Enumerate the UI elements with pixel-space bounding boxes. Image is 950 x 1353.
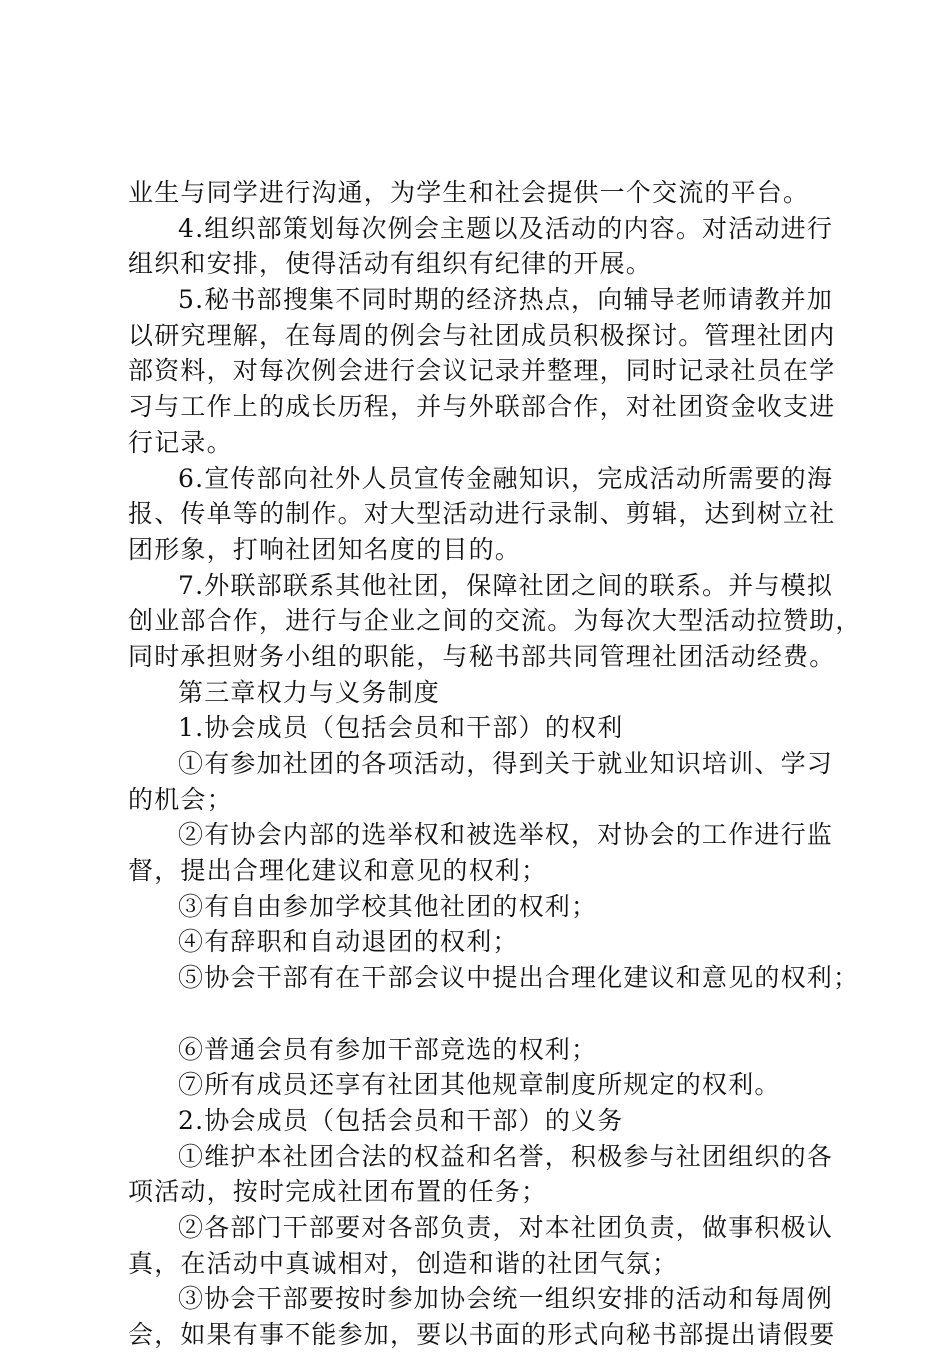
blank-line [128, 996, 840, 1032]
text-line: 业生与同学进行沟通，为学生和社会提供一个交流的平台。 [128, 178, 810, 207]
text-line: ④有辞职和自动退团的权利； [178, 927, 519, 957]
text-line: ②各部门干部要对各部负责，对本社团负责，做事积极认 [178, 1212, 834, 1242]
text-line: ⑥普通会员有参加干部竞选的权利； [178, 1034, 598, 1064]
text-line: 行记录。 [128, 427, 233, 457]
text-line: 督，提出合理化建议和意见的权利； [128, 856, 548, 886]
text-line: 以研究理解，在每周的例会与社团成员积极探讨。管理社团内 [128, 320, 836, 350]
text-line: 项活动，按时完成社团布置的任务； [128, 1177, 548, 1207]
text-line: 会，如果有事不能参加，要以书面的形式向秘书部提出请假要 [128, 1320, 836, 1349]
text-line: 习与工作上的成长历程，并与外联部合作，对社团资金收支进 [128, 392, 836, 422]
text-line: ①有参加社团的各项活动，得到关于就业知识培训、学习 [178, 749, 834, 778]
text-line: 7.外联部联系其他社团，保障社团之间的联系。并与模拟 [178, 570, 834, 600]
text-line: 同时承担财务小组的职能，与秘书部共同管理社团活动经费。 [128, 641, 836, 671]
text-line: 真，在活动中真诚相对，创造和谐的社团气氛； [128, 1248, 679, 1278]
section-heading: 1.协会成员（包括会员和干部）的权利 [178, 713, 624, 743]
text-line: ①维护本社团合法的权益和名誉，积极参与社团组织的各 [178, 1141, 834, 1171]
text-line: 部资料，对每次例会进行会议记录并整理，同时记录社员在学 [128, 356, 836, 386]
text-line: 报、传单等的制作。对大型活动进行录制、剪辑，达到树立社 [128, 499, 836, 529]
text-line: ⑦所有成员还享有社团其他规章制度所规定的权利。 [178, 1070, 781, 1100]
section-heading: 2.协会成员（包括会员和干部）的义务 [178, 1105, 624, 1135]
text-line: ③有自由参加学校其他社团的权利； [178, 891, 598, 921]
text-line: 4.组织部策划每次例会主题以及活动的内容。对活动进行 [178, 213, 834, 243]
text-line: ⑤协会干部有在干部会议中提出合理化建议和意见的权利； [178, 963, 860, 993]
text-line: 创业部合作，进行与企业之间的交流。为每次大型活动拉赞助， [128, 606, 862, 636]
text-line: 组织和安排，使得活动有组织有纪律的开展。 [128, 249, 653, 279]
text-line: 的机会； [128, 784, 233, 814]
text-line: ③协会干部要按时参加协会统一组织安排的活动和每周例 [178, 1284, 834, 1314]
document-body [128, 175, 862, 1353]
text-line: 5.秘书部搜集不同时期的经济热点，向辅导老师请教并加 [178, 285, 834, 315]
text-line: 6.宣传部向社外人员宣传金融知识，完成活动所需要的海 [178, 463, 834, 493]
text-line: ②有协会内部的选举权和被选举权，对协会的工作进行监 [178, 820, 834, 850]
chapter-heading: 第三章权力与义务制度 [178, 677, 441, 707]
text-line: 团形象，打响社团知名度的目的。 [128, 534, 522, 564]
